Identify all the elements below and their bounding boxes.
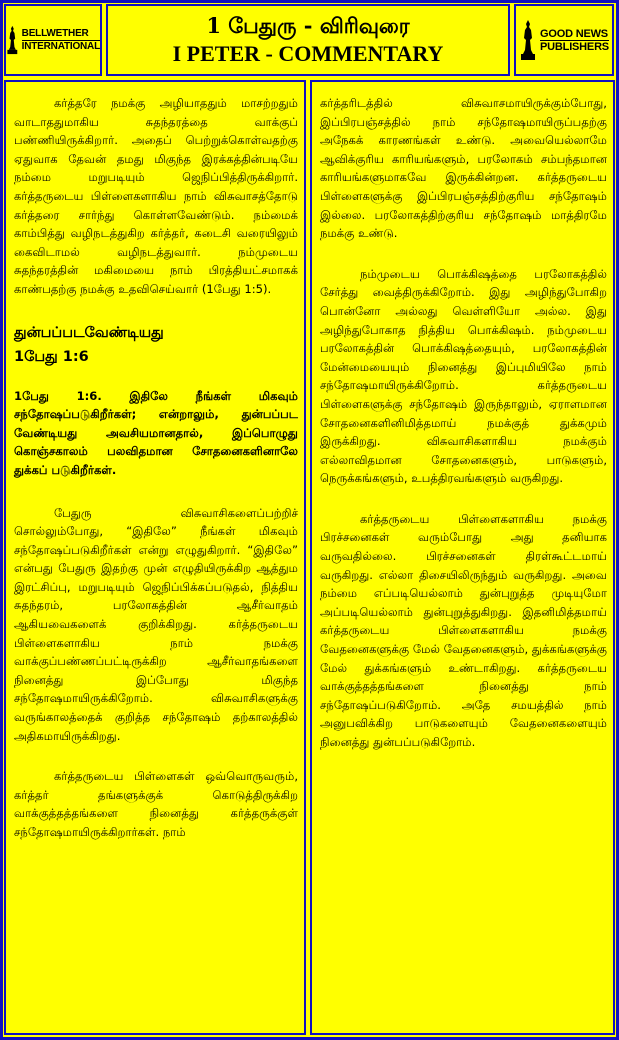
section-heading (14, 321, 298, 369)
left-paragraph-2: பேதுரு விசுவாசிகளைப்பற்றிச் சொல்லும்போது, “இதிலே” நீங்கள் மிகவும் சந்தோஷப்படுகிறீர்கள் என்று எழுதுகிறார். “இதிலே” என்பது பேதுரு இதற்கு முன் எழுதியிருக்கிற ஆத்தும இரட்சிப்பு, மறுபடியும் ஜெநிப்பிக்கப்படுதல், நித்திய சுதந்தரம், பரலோகத்தின் ஆசீர்வாதம் ஆகியவைகளைக் குறிக்கிறது. கர்த்தருடைய பிள்ளைகளாகிய நாம் நமக்கு வாக்குப்பண்ணப்பட்டிருக்கிற ஆசீர்வாதங்களை நினைத்து இப்போது மிகுந்த சந்தோஷமாயிருக்கிறோம். விசுவாசிகளுக்கு வருங்காலத்தைக் குறித்த சந்தோஷம் தற்காலத்தில் அதிகமாயிருக்கிறது. (14, 505, 298, 743)
logo-good-news (514, 4, 614, 76)
right-paragraph-3: கர்த்தருடைய பிள்ளைகளாகிய நமக்கு பிரச்சனைகள் வரும்போது அது தனியாக வருவதில்லை. பிரச்சனைகள் திரள்கூட்டமாய் வருகிறது. எல்லா திசையிலிருந்தும் வருகிறது. அவை நம்மை எப்படியெல்லாம் துன்புறுத்த முடியுமோ அப்படியெல்லாம் துன்புறுத்துகிறது. இதனிமித்தமாய் கர்த்தருடைய பிள்ளைகளாகிய நமக்கு வேதனைகளுக்கு மேல் வேதனைகளும், துக்கங்களுக்கு மேல் துக்கங்களும் உண்டாகிறது. கர்த்தருடைய வாக்குத்தத்தங்களை நினைத்து நாம் சந்தோஷப்படுகிறோம். அதே சமயத்தில் நாம் அனுபவிக்கிற பாடுகளையும் வேதனைகளையும் நினைத்து துன்பப்படுகிறோம். (320, 511, 607, 749)
logo-right-line2: PUBLISHERS (540, 40, 609, 53)
section-heading-reference: 1பேது 1:6 (14, 348, 89, 365)
page-title-english: I PETER - COMMENTARY (172, 41, 444, 66)
right-paragraph-2: நம்முடைய பொக்கிஷத்தை பரலோகத்தில் சேர்த்து வைத்திருக்கிறோம். இது அழிந்துபோகிற பொன்னோ அல்லது வெள்ளியோ அல்ல. இது அழிந்துபோகாத நித்திய பொக்கிஷம். நம்முடைய பரலோகத்தின் பொக்கிஷத்தையும், பரலோகத்தின் மேன்மையையும் நினைத்து இப்புமியிலே நாம் சந்தோஷமாயிருக்கிறோம். கர்த்தருடைய பிள்ளைகளுக்கு சந்தோஷம் இருந்தாலும், ஏராளமான சோதனைகளினிமித்தமாய் நமக்குத் துக்கமும் இருக்கிறது. விசுவாசிகளாகிய நமக்கும் எல்லாவிதமான சோதனைகளும், பாடுகளும், நெருக்கங்களும், உபத்திரவங்களும் வருகிறது. (320, 266, 607, 486)
left-column (4, 80, 306, 1035)
verse-text: 1பேது 1:6. இதிலே நீங்கள் மிகவும் சந்தோஷப்படுகிறீர்கள்; என்றாலும், துன்பப்பட வேண்டியது அவசியமானதால், இப்பொழுது கொஞ்சகாலம் பலவிதமான சோதனைகளினாலே துக்கப் படுகிறீர்கள். (14, 388, 298, 477)
title-box (106, 4, 510, 76)
logo-left-line2: INTERNATIONAL (21, 40, 100, 52)
section-heading-title: துன்பப்படவேண்டியது (14, 324, 164, 341)
statue-icon (6, 18, 19, 62)
right-column (310, 80, 615, 1035)
statue-icon (519, 18, 537, 62)
left-paragraph-3: கர்த்தருடைய பிள்ளைகள் ஒவ்வொருவரும், கர்த்தர் தங்களுக்குக் கொடுத்திருக்கிற வாக்குத்தத்தங்களை நினைத்து கர்த்தருக்குள் சந்தோஷமாயிருக்கிறார்கள். நாம் (14, 769, 298, 839)
logo-left-line1: BELLWETHER (21, 27, 89, 39)
right-paragraph-1: கர்த்தரிடத்தில் விசுவாசமாயிருக்கும்போது, இப்பிரபஞ்சத்தில் நாம் சந்தோஷமாயிருப்பதற்கு அநேகக் காரணங்கள் உண்டு. அவையெல்லாமே ஆவிக்குரிய காரியங்களும், பரலோகம் சம்பந்தமான காரியங்களுமாகவே இருக்கின்றன. கர்த்தருடைய பிள்ளைகளுக்கு இப்பிரபஞ்சத்திற்குரிய சந்தோஷம் இல்லை. பரலோகத்திற்குரிய சந்தோஷம் மாத்திரமே நமக்கு உண்டு. (320, 96, 607, 241)
logo-right-line1: GOOD NEWS (540, 27, 608, 40)
logo-bellwether (4, 4, 102, 76)
left-paragraph-1: கர்த்தரே நமக்கு அழியாததும் மாசற்றதும் வாடாததுமாகிய சுதந்தரத்தை வாக்குப் பண்ணியிருக்கிறார். அதைப் பெற்றுக்கொள்வதற்கு ஏதுவாக தேவன் தமது மிகுந்த இரக்கத்தின்படியே நம்மை மறுபடியும் ஜெநிப்பித்திருக்கிறார். கர்த்தருடைய பிள்ளைகளாகிய நாம் விசுவாசத்தோடு கர்த்தரை சார்ந்து கொள்ளவேண்டும். நம்மைக் காம்பித்து வழிநடத்துகிற கர்த்தர், கடைசி வரையிலும் கைவிடாமல் வழிநடத்துவார். நம்முடைய சுதந்தரத்தின் மகிமையை நாம் பிரத்தியட்சமாகக் காண்பதற்கு நமக்கு உதவிசெய்வார் (1பேது 1:5). (14, 96, 298, 296)
page-title-tamil: 1 பேதுரு - விரிவுரை (206, 13, 410, 38)
